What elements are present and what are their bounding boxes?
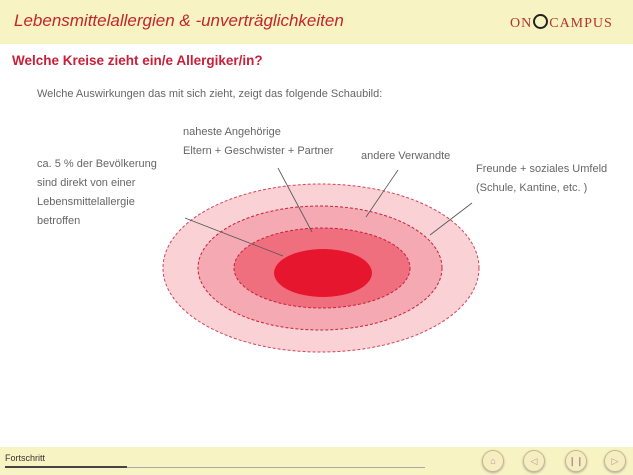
progress-fill — [5, 466, 127, 468]
label-line: Eltern + Geschwister + Partner — [183, 145, 334, 157]
inner-circle — [274, 249, 372, 297]
progress-bar — [5, 467, 425, 468]
label-line: sind direkt von einer — [37, 177, 136, 189]
course-title: Lebensmittelallergien & -unverträglichkeiten — [14, 11, 344, 30]
home-icon: ⌂ — [490, 456, 496, 466]
label-line: ca. 5 % der Bevölkerung — [37, 158, 157, 170]
label-line: andere Verwandte — [361, 150, 451, 162]
label-direct — [37, 155, 157, 231]
oncampus-logo: ON CAMPUS — [510, 16, 613, 31]
intro-text: Welche Auswirkungen das mit sich zieht, zeigt das folgende Schaubild: — [37, 88, 383, 100]
home-button[interactable] — [482, 450, 504, 472]
label-friends — [476, 160, 607, 198]
progress-label: Fortschritt — [5, 453, 46, 463]
label-line: (Schule, Kantine, etc. ) — [476, 182, 588, 194]
footer — [0, 447, 633, 475]
back-icon: ◁ — [530, 456, 538, 466]
label-relatives-other — [361, 147, 450, 166]
back-button[interactable] — [523, 450, 545, 472]
page-heading: Welche Kreise zieht ein/e Allergiker/in? — [12, 53, 263, 68]
forward-icon: ▷ — [611, 456, 619, 466]
label-line: betroffen — [37, 215, 81, 227]
pause-icon: ❙❙ — [568, 456, 584, 466]
label-line: naheste Angehörige — [183, 126, 281, 138]
label-relatives-close — [183, 123, 333, 161]
label-line: Lebensmittelallergie — [37, 196, 135, 208]
pause-button[interactable] — [565, 450, 587, 472]
label-line: Freunde + soziales Umfeld — [476, 163, 608, 175]
forward-button[interactable] — [604, 450, 626, 472]
